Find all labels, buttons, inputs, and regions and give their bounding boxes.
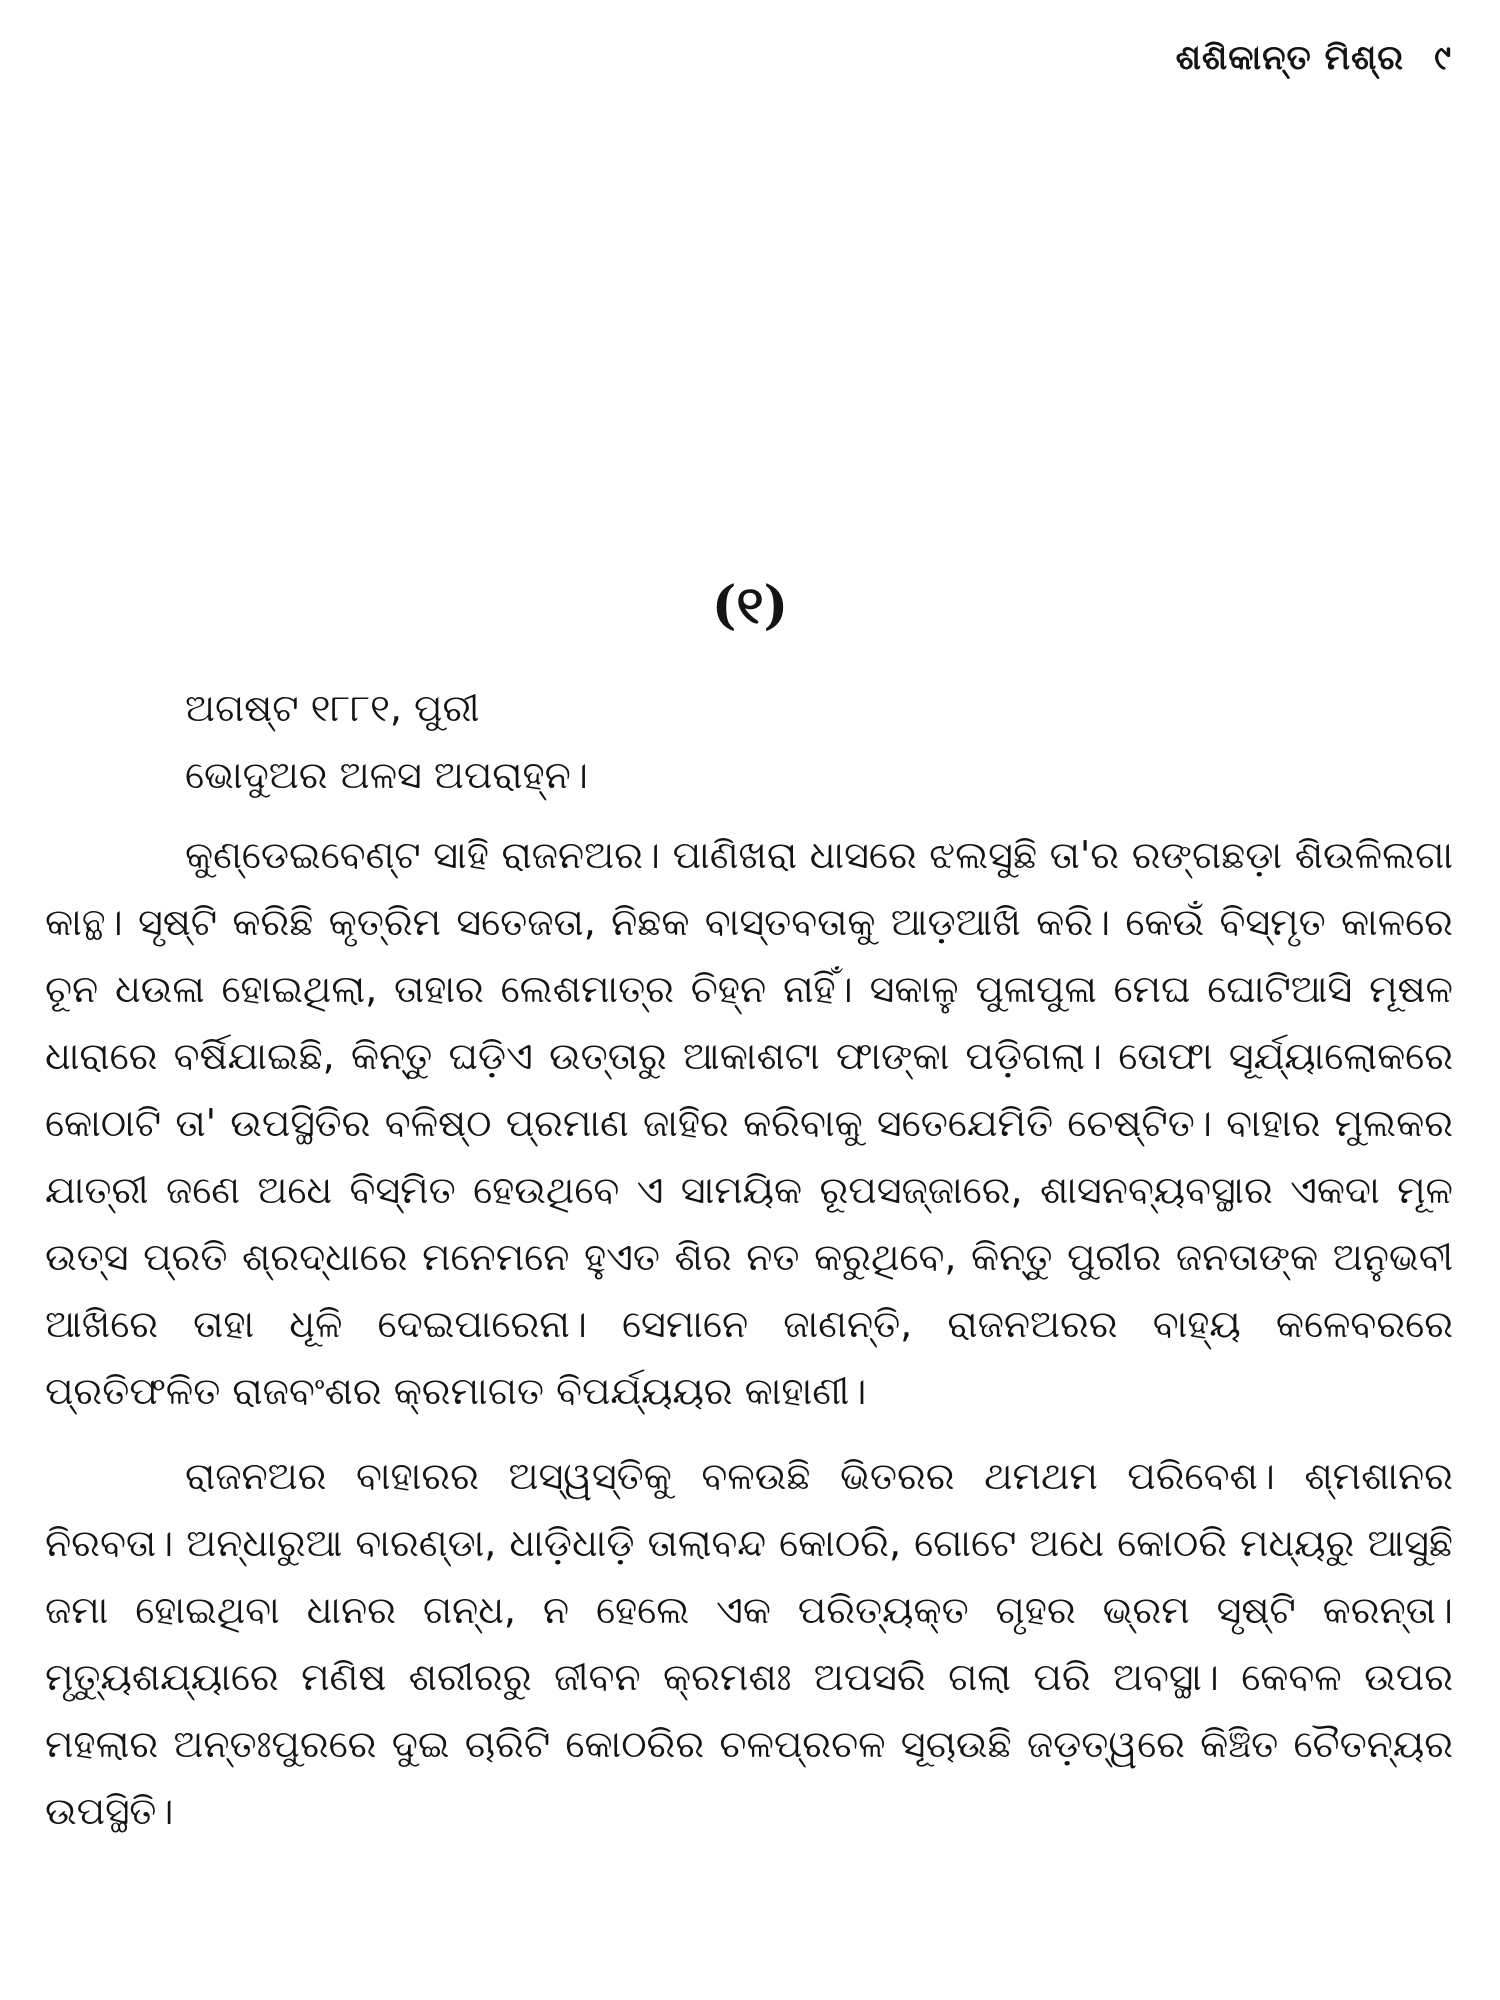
running-head-author: ଶଶିକାନ୍ତ ମିଶ୍ର — [1175, 38, 1405, 78]
page-number: ୯ — [1434, 38, 1452, 78]
body-text — [45, 675, 1453, 1845]
paragraph: କୁଣ୍ଡେଇବେଣ୍ଟ ସାହି ରାଜନଅର। ପାଣିଖରା ଧାସରେ ଝଲସୁଛି ତା'ର ରଙ୍ଗଛଡ଼ା ଶିଉଳିଲଗା କାନ୍ଥ। ସୃଷ୍ଟି କରିଛି କୃତ୍ରିମ ସତେଜତା, ନିଛକ ବାସ୍ତବତାକୁ ଆଡ଼ଆଖି କରି। କେଉଁ ବିସ୍ମୃତ କାଳରେ ଚୂନ ଧଉଳା ହୋଇଥିଲା, ତାହାର ଲେଶମାତ୍ର ଚିହ୍ନ ନାହିଁ। ସକାଳୁ ପୁଳାପୁଳା ମେଘ ଘୋଟିଆସି ମୂଷଳ ଧାରାରେ ବର୍ଷିଯାଇଛି, କିନ୍ତୁ ଘଡ଼ିଏ ଉତ୍ତାରୁ ଆକାଶଟା ଫାଙ୍କା ପଡ଼ିଗଲା। ତୋଫା ସୂର୍ଯ୍ୟାଲୋକରେ କୋଠାଟି ତା' ଉପସ୍ଥିତିର ବଳିଷ୍ଠ ପ୍ରମାଣ ଜାହିର କରିବାକୁ ସତେଯେମିତି ଚେଷ୍ଟିତ। ବାହାର ମୁଲକର ଯାତ୍ରୀ ଜଣେ ଅଧେ ବିସ୍ମିତ ହେଉଥିବେ ଏ ସାମୟିକ ରୂପସଜ୍ଜାରେ, ଶାସନବ୍ୟବସ୍ଥାର ଏକଦା ମୂଳ ଉତ୍ସ ପ୍ରତି ଶ୍ରଦ୍ଧାରେ ମନେମନେ ହୁଏତ ଶିର ନତ କରୁଥିବେ, କିନ୍ତୁ ପୁରୀର ଜନତାଙ୍କ ଅନୁଭବୀ ଆଖିରେ ତାହା ଧୂଳି ଦେଇପାରେନା। ସେମାନେ ଜାଣନ୍ତି, ରାଜନଅରର ବାହ୍ୟ କଳେବରରେ ପ୍ରତିଫଳିତ ରାଜବଂଶର କ୍ରମାଗତ ବିପର୍ଯ୍ୟୟର କାହାଣୀ। — [45, 833, 1453, 1413]
paragraph: ରାଜନଅର ବାହାରର ଅସ୍ୱସ୍ତିକୁ ବଳଉଛି ଭିତରର ଥମଥମ ପରିବେଶ। ଶ୍ମଶାନର ନିରବତା। ଅନ୍ଧାରୁଆ ବାରଣ୍ଡା, ଧାଡ଼ିଧାଡ଼ି ତାଲାବନ୍ଦ କୋଠରି, ଗୋଟେ ଅଧେ କୋଠରି ମଧ୍ୟରୁ ଆସୁଛି ଜମା ହୋଇଥିବା ଧାନର ଗନ୍ଧ, ନ ହେଲେ ଏକ ପରିତ୍ୟକ୍ତ ଗୃହର ଭ୍ରମ ସୃଷ୍ଟି କରନ୍ତା। ମୃତ୍ୟୁଶଯ୍ୟାରେ ମଣିଷ ଶରୀରରୁ ଜୀବନ କ୍ରମଶଃ ଅପସରି ଗଲା ପରି ଅବସ୍ଥା। କେବଳ ଉପର ମହଲାର ଅନ୍ତଃପୁରରେ ଦୁଇ ଚାରିଟି କୋଠରିର ଚଳପ୍ରଚଳ ସୂଚାଉଛି ଜଡ଼ତ୍ୱରେ କିଞ୍ଚିତ ଚୈତନ୍ୟର ଉପସ୍ଥିତି। — [45, 1454, 1453, 1833]
running-head — [1176, 38, 1452, 78]
chapter-number: (୧) — [711, 575, 789, 636]
dateline: ଅଗଷ୍ଟ ୧୮୮୧, ପୁରୀ — [185, 686, 480, 730]
opening-line: ଭୋଦୁଅର ଅଳସ ଅପରାହ୍ନ। — [185, 753, 588, 797]
